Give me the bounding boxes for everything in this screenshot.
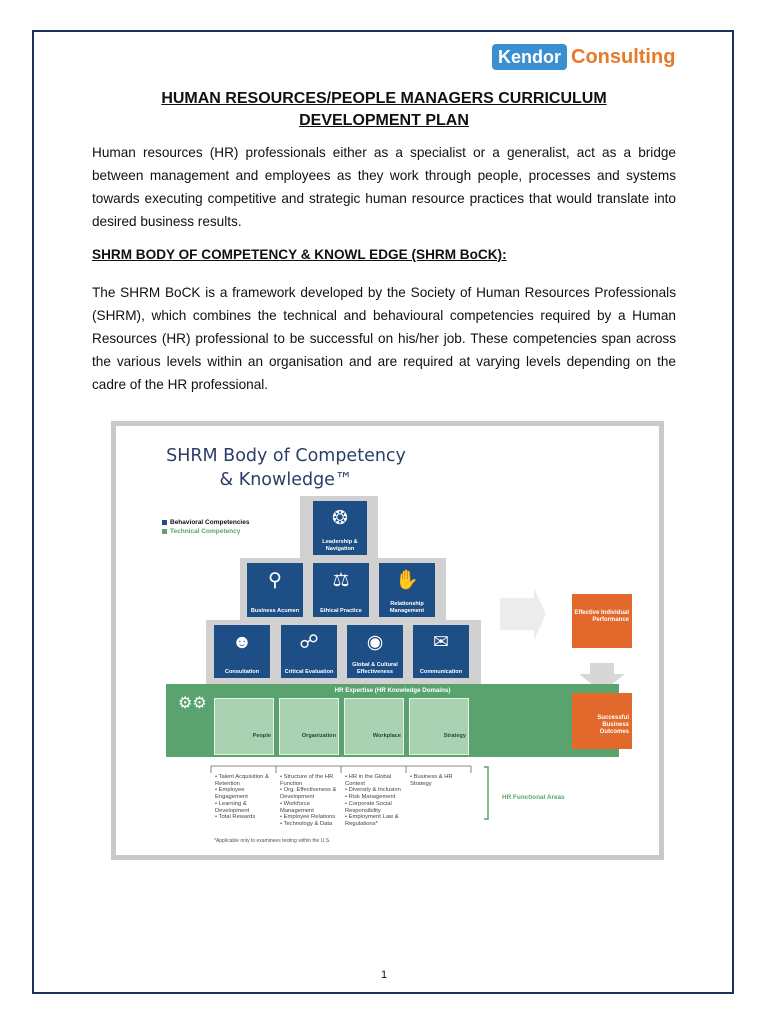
domain-label-people: People bbox=[252, 733, 271, 739]
outcome-label: Successful Business Outcomes bbox=[597, 715, 629, 735]
list-item: • Org. Effectiveness & Development bbox=[280, 787, 342, 800]
title-line-1: HUMAN RESOURCES/PEOPLE MANAGERS CURRICULUM bbox=[161, 90, 607, 107]
kendor-consulting-logo bbox=[492, 43, 675, 71]
box-label: Business Acumen bbox=[250, 607, 300, 614]
speech-icon: ✉ bbox=[433, 632, 449, 653]
scales-icon: ⚖ bbox=[332, 570, 350, 591]
magnifier-icon: ⚲ bbox=[268, 570, 282, 591]
document-title bbox=[92, 88, 676, 132]
people-items bbox=[215, 774, 275, 821]
legend-technical-label: Technical Competency bbox=[170, 528, 241, 535]
outcome-label: Effective Individual Performance bbox=[574, 610, 629, 623]
box-leadership-navigation bbox=[313, 501, 367, 555]
workplace-items bbox=[345, 774, 409, 828]
figure-footnote: *Applicable only to examinees testing within the U.S. bbox=[214, 838, 331, 844]
intro-paragraph: Human resources (HR) professionals either as a specialist or a generalist, act as a bridge between management and employees as they work through people, processes and systems towards executing competitive and strategic human resource practices that would translate into desired business results. bbox=[92, 145, 676, 229]
figure-legend bbox=[162, 518, 249, 536]
domain-card-workplace bbox=[344, 698, 404, 755]
strategy-items bbox=[410, 774, 470, 787]
list-item: • Employee Relations bbox=[280, 814, 342, 821]
list-item: • Business & HR Strategy bbox=[410, 774, 470, 787]
gears-icon: ⚙⚙ bbox=[178, 695, 207, 712]
box-global-cultural bbox=[347, 625, 403, 678]
logo-consulting-text: Consulting bbox=[571, 45, 676, 68]
list-item: • Talent Acquisition & Retention bbox=[215, 774, 275, 787]
box-business-acumen bbox=[247, 563, 303, 617]
hr-functional-areas-label: HR Functional Areas bbox=[502, 794, 565, 801]
list-item: • Risk Management bbox=[345, 794, 409, 801]
functional-areas-bracket bbox=[484, 767, 488, 819]
right-arrow bbox=[500, 588, 546, 640]
box-critical-evaluation bbox=[281, 625, 337, 678]
legend-swatch-blue bbox=[162, 520, 167, 525]
legend-technical bbox=[162, 527, 249, 536]
successful-business-outcomes-box bbox=[572, 693, 632, 749]
list-item: • HR in the Global Context bbox=[345, 774, 409, 787]
people-icon: ☻ bbox=[232, 632, 252, 653]
box-consultation bbox=[214, 625, 270, 678]
box-label: Consultation bbox=[224, 668, 260, 675]
domain-label-workplace: Workplace bbox=[372, 733, 401, 739]
list-item: • Structure of the HR Function bbox=[280, 774, 342, 787]
domain-card-people bbox=[214, 698, 274, 755]
legend-behavioral bbox=[162, 518, 249, 527]
box-ethical-practice bbox=[313, 563, 369, 617]
globe-icon: ◉ bbox=[366, 632, 384, 653]
box-label: Global & Cultural Effectiveness bbox=[352, 662, 398, 675]
figure-canvas bbox=[116, 426, 659, 855]
legend-swatch-green bbox=[162, 529, 167, 534]
section-paragraph: The SHRM BoCK is a framework developed by the Society of Human Resources Professionals (SHRM), which combines the technical and behavioural competencies required by a Human Resources (HR) professional to be successful on his/her job. These competencies span across the various levels within an organisation and are required at varying levels depending on the cadre of the HR professional. bbox=[92, 285, 676, 392]
box-label: Leadership & Navigation bbox=[322, 539, 358, 552]
title-line-2: DEVELOPMENT PLAN bbox=[299, 112, 469, 129]
domain-card-organization bbox=[279, 698, 339, 755]
box-relationship-management bbox=[379, 563, 435, 617]
handshake-icon: ✋ bbox=[395, 570, 419, 591]
figure-title bbox=[116, 444, 456, 492]
list-item: • Corporate Social Responsibility bbox=[345, 801, 409, 814]
network-icon: ☍ bbox=[299, 632, 319, 653]
page-number: 1 bbox=[380, 969, 388, 981]
hr-expertise-title: HR Expertise (HR Knowledge Domains) bbox=[334, 687, 451, 694]
section-heading: SHRM BODY OF COMPETENCY & KNOWL EDGE (SHRM BoCK): bbox=[92, 247, 507, 262]
domain-label-organization: Organization bbox=[301, 733, 336, 739]
hr-expertise-panel bbox=[166, 684, 619, 757]
effective-individual-performance-box bbox=[572, 594, 632, 648]
shrm-bock-figure bbox=[111, 421, 664, 860]
list-item: • Employment Law & Regulations* bbox=[345, 814, 409, 827]
list-item: • Technology & Data bbox=[280, 821, 342, 828]
box-communication bbox=[413, 625, 469, 678]
logo-kendor-text: Kendor bbox=[492, 44, 567, 70]
box-label: Critical Evaluation bbox=[284, 668, 334, 675]
organization-items bbox=[280, 774, 342, 828]
legend-behavioral-label: Behavioral Competencies bbox=[170, 519, 250, 526]
compass-icon: ❂ bbox=[332, 508, 348, 529]
bracket-lines bbox=[211, 766, 471, 773]
list-item: • Learning & Development bbox=[215, 801, 275, 814]
list-item: • Total Rewards bbox=[215, 814, 275, 821]
box-label: Relationship Management bbox=[389, 601, 425, 614]
domain-card-strategy bbox=[409, 698, 469, 755]
domain-label-strategy: Strategy bbox=[443, 733, 466, 739]
figure-title-line-1: SHRM Body of Competency bbox=[166, 446, 406, 466]
list-item: • Diversity & Inclusion bbox=[345, 787, 409, 794]
box-label: Ethical Practice bbox=[320, 607, 362, 614]
list-item: • Workforce Management bbox=[280, 801, 342, 814]
figure-title-line-2: & Knowledge™ bbox=[219, 470, 353, 490]
list-item: • Employee Engagement bbox=[215, 787, 275, 800]
box-label: Communication bbox=[419, 668, 463, 675]
